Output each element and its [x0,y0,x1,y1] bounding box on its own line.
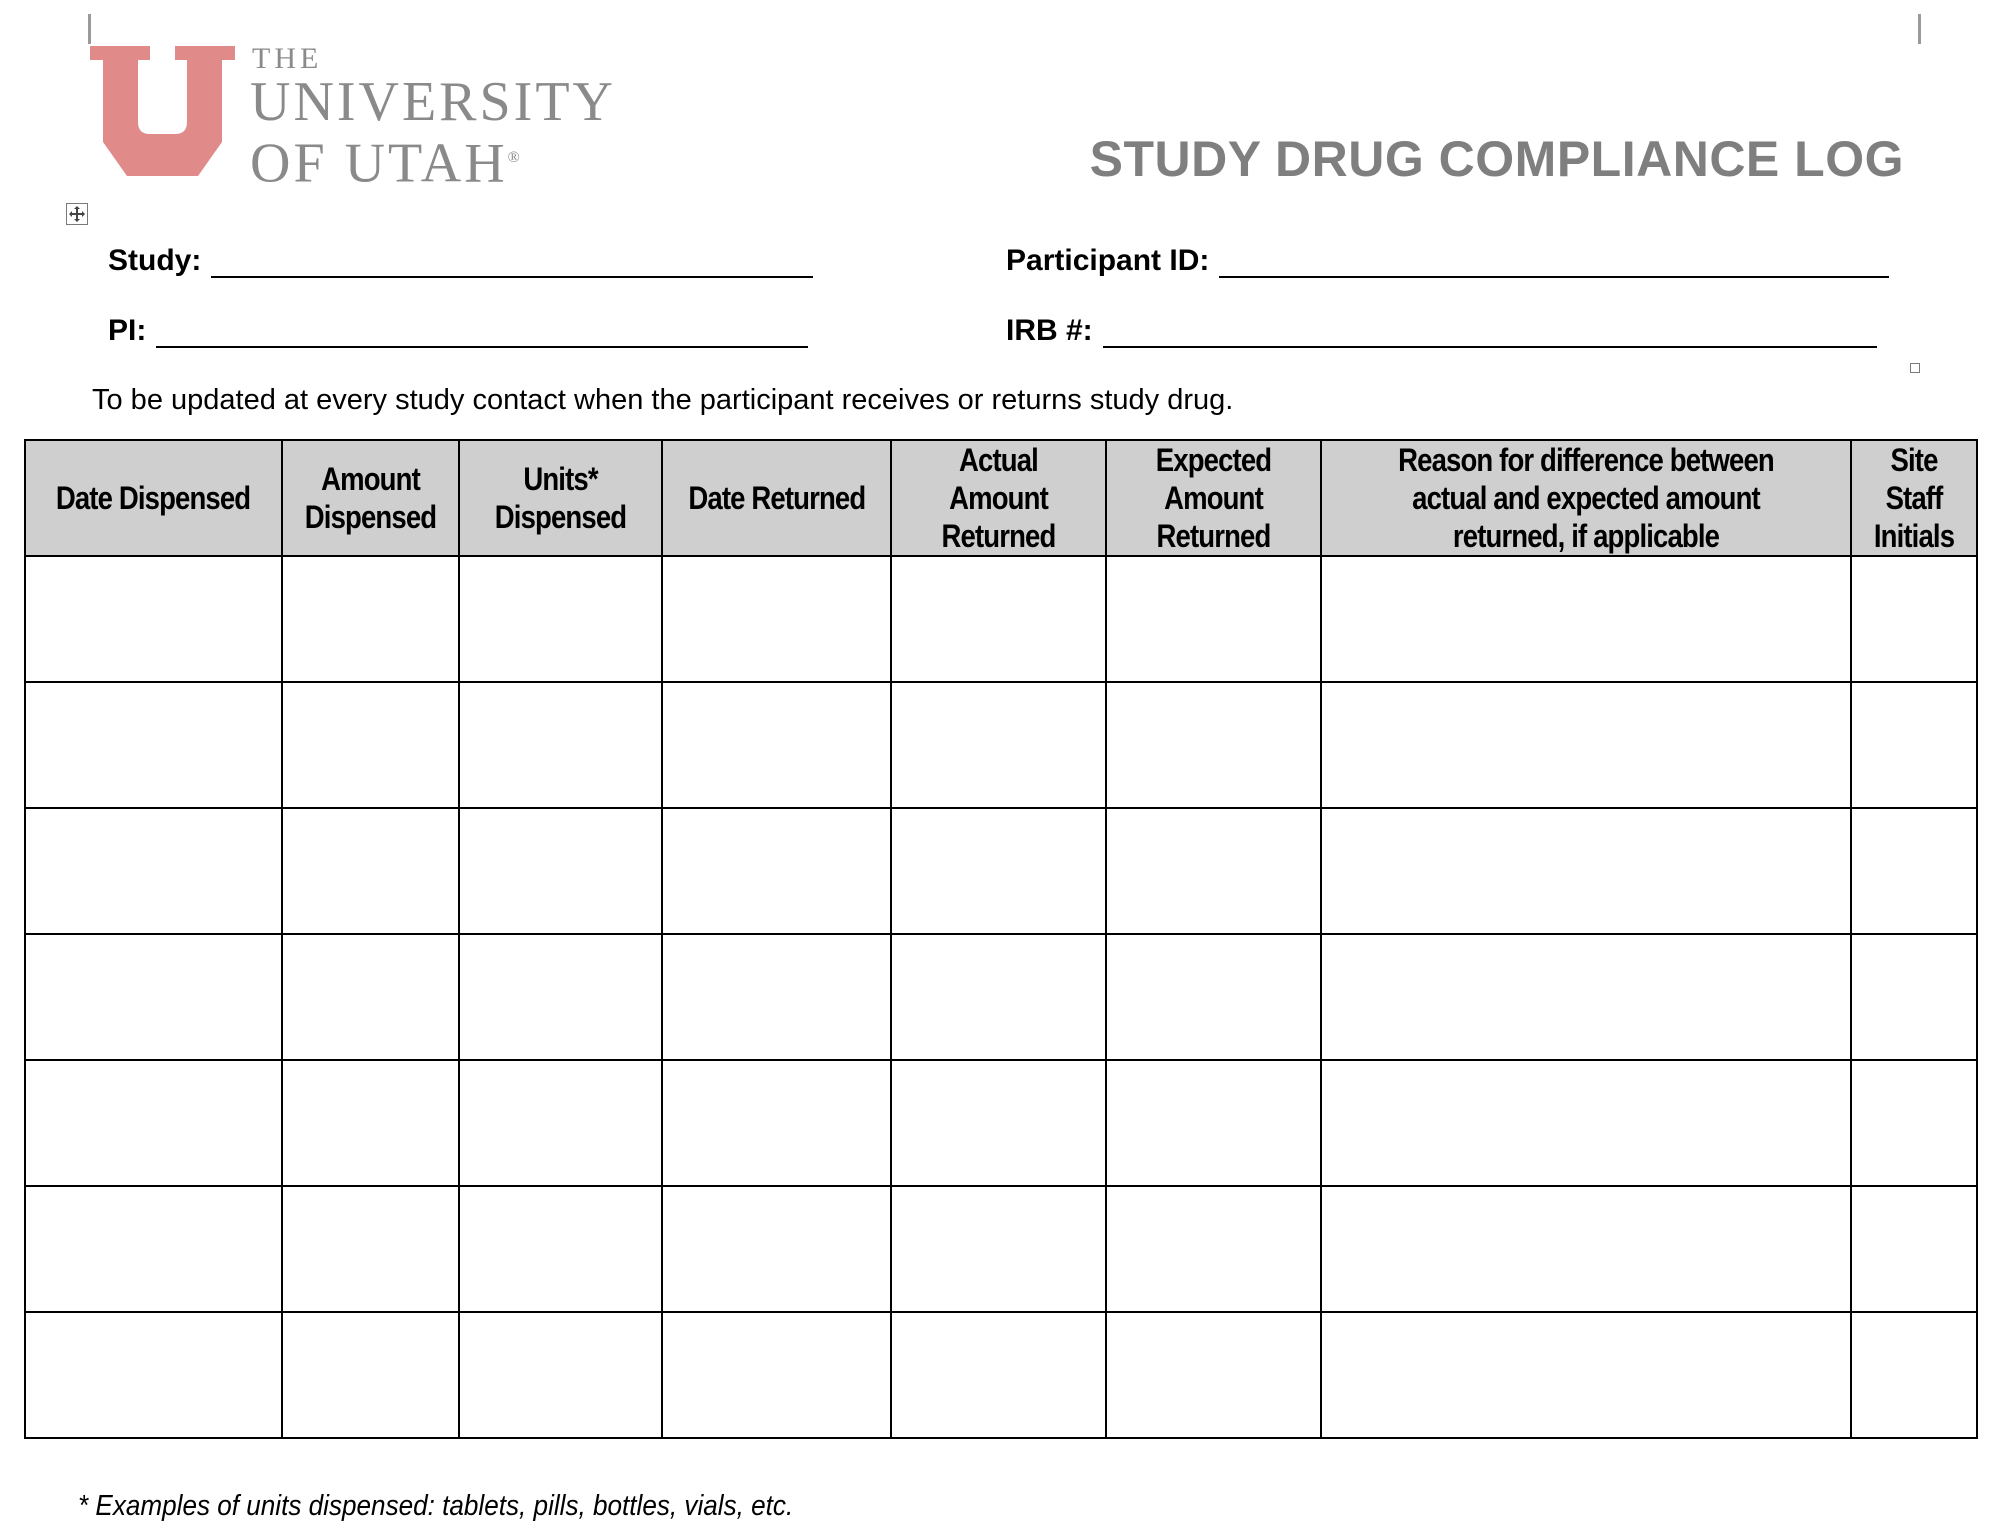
col-header-label: Units* Dispensed [494,461,627,535]
table-cell[interactable] [1851,1060,1977,1186]
table-resize-handle[interactable] [1910,363,1920,373]
compliance-log-table [24,439,1978,1439]
col-header-date-dispensed [25,440,282,556]
move-arrows-icon [67,204,87,224]
col-header-actual-amount-returned [891,440,1106,556]
pi-input-line[interactable] [156,316,808,348]
table-cell[interactable] [459,556,662,682]
table-cell[interactable] [1851,808,1977,934]
study-input-line[interactable] [211,246,813,278]
table-cell[interactable] [1851,556,1977,682]
table-cell[interactable] [282,556,459,682]
table-cell[interactable] [1321,1186,1851,1312]
col-header-site-staff-initials [1851,440,1977,556]
table-cell[interactable] [662,682,891,808]
table-cell[interactable] [1106,1312,1321,1438]
participant-id-field [1006,244,1889,278]
table-cell[interactable] [891,1312,1106,1438]
table-cell[interactable] [891,556,1106,682]
table-cell[interactable] [1851,1186,1977,1312]
table-row [25,556,1977,682]
pi-label: PI: [108,314,147,347]
table-cell[interactable] [1321,808,1851,934]
col-header-reason-for-difference [1321,440,1851,556]
table-cell[interactable] [1106,556,1321,682]
table-cell[interactable] [459,1312,662,1438]
participant-id-input-line[interactable] [1219,246,1889,278]
table-cell[interactable] [282,1312,459,1438]
table-cell[interactable] [25,1312,282,1438]
col-header-label: Date Dispensed [56,480,251,516]
table-cell[interactable] [891,808,1106,934]
table-cell[interactable] [662,1060,891,1186]
table-cell[interactable] [25,1186,282,1312]
irb-input-line[interactable] [1103,316,1877,348]
table-cell[interactable] [282,808,459,934]
table-cell[interactable] [282,682,459,808]
table-cell[interactable] [1851,1312,1977,1438]
table-row [25,682,1977,808]
irb-field [1006,314,1877,348]
col-header-label: Expected Amount Returned [1155,442,1272,554]
table-body [25,556,1977,1438]
table-cell[interactable] [25,934,282,1060]
block-u-logo-icon [90,46,235,176]
col-header-amount-dispensed [282,440,459,556]
table-cell[interactable] [1321,934,1851,1060]
table-cell[interactable] [25,682,282,808]
table-cell[interactable] [282,1060,459,1186]
table-cell[interactable] [1321,556,1851,682]
table-cell[interactable] [662,934,891,1060]
crop-mark-right [1918,14,1921,44]
study-field [108,244,813,278]
participant-id-label: Participant ID: [1006,244,1210,277]
table-cell[interactable] [1321,1312,1851,1438]
col-header-label: Reason for difference between actual and expected amount returned, if applicable [1398,442,1774,554]
table-cell[interactable] [1106,1060,1321,1186]
irb-label: IRB #: [1006,314,1093,347]
col-header-label: Date Returned [688,480,865,516]
footnote: * Examples of units dispensed: tablets, pills, bottles, vials, etc. [78,1490,794,1522]
table-cell[interactable] [662,556,891,682]
table-cell[interactable] [459,682,662,808]
logo-text-university: UNIVERSITY [250,71,616,133]
table-move-handle-icon[interactable] [66,203,88,225]
table-cell[interactable] [662,808,891,934]
col-header-label: Actual Amount Returned [941,442,1056,554]
table-row [25,934,1977,1060]
table-cell[interactable] [282,934,459,1060]
table-cell[interactable] [1851,682,1977,808]
col-header-expected-amount-returned [1106,440,1321,556]
table-cell[interactable] [891,1186,1106,1312]
instructions-text: To be updated at every study contact when the participant receives or returns study drug. [92,384,1234,416]
table-cell[interactable] [459,808,662,934]
table-row [25,1312,1977,1438]
table-row [25,1186,1977,1312]
table-header-row [25,440,1977,556]
registered-mark: ® [507,149,520,166]
col-header-label: Site Staff Initials [1873,442,1955,554]
col-header-units-dispensed [459,440,662,556]
table-cell[interactable] [662,1186,891,1312]
table-cell[interactable] [459,934,662,1060]
table-row [25,1060,1977,1186]
table-cell[interactable] [891,934,1106,1060]
table-cell[interactable] [1321,682,1851,808]
logo-text-of-utah [250,128,520,194]
col-header-date-returned [662,440,891,556]
logo-of-utah-label: OF UTAH [250,132,508,195]
table-cell[interactable] [459,1060,662,1186]
logo-text-the: THE [252,42,323,75]
table-cell[interactable] [459,1186,662,1312]
table-cell[interactable] [662,1312,891,1438]
table-cell[interactable] [1106,934,1321,1060]
table-cell[interactable] [1851,934,1977,1060]
pi-field [108,314,808,348]
table-cell[interactable] [1106,1186,1321,1312]
table-cell[interactable] [891,1060,1106,1186]
col-header-label: Amount Dispensed [304,461,437,535]
table-cell[interactable] [25,808,282,934]
table-row [25,808,1977,934]
study-label: Study: [108,244,202,277]
table-cell[interactable] [1106,808,1321,934]
table-cell[interactable] [1106,682,1321,808]
table-cell[interactable] [25,556,282,682]
crop-mark-left [88,14,91,44]
page-title: STUDY DRUG COMPLIANCE LOG [1089,131,1904,187]
table-cell[interactable] [891,682,1106,808]
table-cell[interactable] [1321,1060,1851,1186]
table-cell[interactable] [282,1186,459,1312]
table-cell[interactable] [25,1060,282,1186]
university-logo [90,42,630,195]
